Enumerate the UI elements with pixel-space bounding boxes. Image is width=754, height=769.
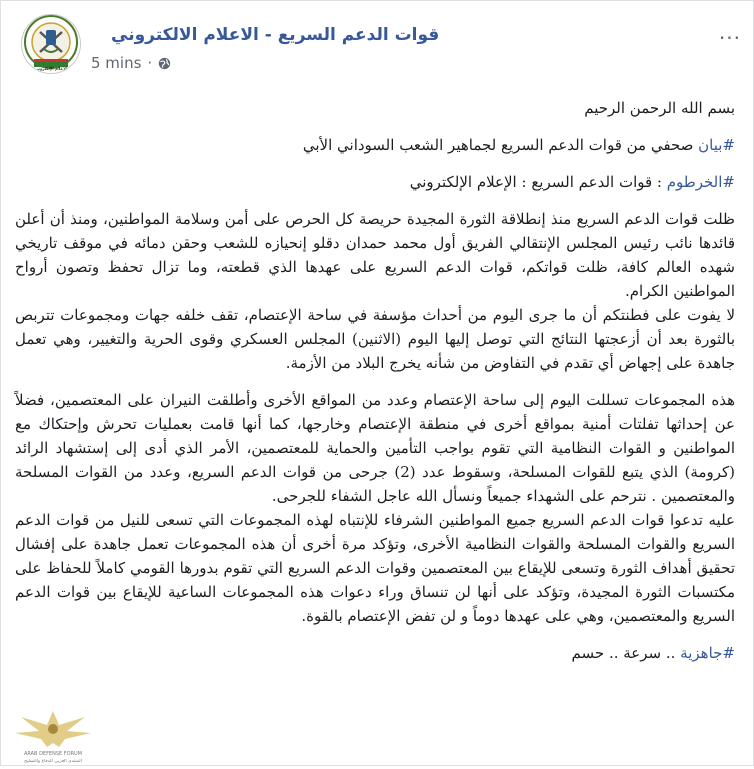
watermark-line1: ARAB DEFENSE FORUM [23,751,83,757]
meta-separator: · [147,54,153,72]
more-options-button[interactable]: ··· [718,26,741,50]
globe-icon[interactable] [158,57,171,70]
arab-defense-forum-watermark [7,705,99,765]
page-avatar[interactable] [21,14,81,74]
hashtag-jahziya[interactable]: #جاهزية [680,644,735,662]
basmala-line: بسم الله الرحمن الرحيم [584,99,735,117]
paragraph-4: عليه تدعوا قوات الدعم السريع جميع المواطنين الشرفاء للإنتباه لهذه المجموعات التي تسعى للنيل من قوات الدعم السريع والقوات المسلحة والقوات النظامية الأخرى، وتؤكد مرة أخرى أن هذه المجموعات تعمل جاهدة على إفشال تحقيق أهداف الثورة وتسعى للإيقاع بين المعتصمين وقوات الدعم السريع التي تقوم بدورها القومي كاملاً للحفاظ على مكتسبات الثورة المجيدة، وتؤكد على أنها لن تنساق وراء دعوات هذه المجموعات الساعية للإيقاع بين قوات الدعم السريع والمعتصمين، وهي على عهدها دوماً و لن تفض الإعتصام بالقوة. [15,511,735,625]
dateline [15,170,735,194]
closing-text: .. سرعة .. حسم [571,644,681,662]
paragraph-3: هذه المجموعات تسللت اليوم إلى ساحة الإعتصام وعدد من المواقع الأخرى وأطلقت النيران على المعتصمين، فضلاً عن إحداثها تفلتات أمنية بمواقع أخرى في منطقة الإعتصام وخارجها، كما أنها قامت بعمليات تحرش وإحتكاك مع المواطنين و القوات النظامية التي تقوم بواجب التأمين والحماية للمعتصمين، الأمر الذي أدى إلى إستشهاد الرائد (كرومة) الذي يتبع للقوات المسلحة، وسقوط عدد (2) جرحى من قوات الدعم السريع، وعدد من القوات المسلحة والمعتصمين . نترحم على الشهداء جميعاً ونسأل الله عاجل الشفاء للجرحى. [15,391,735,505]
post-body [15,96,735,678]
hashtag-khartoum[interactable]: #الخرطوم [666,173,735,191]
dateline-text: : قوات الدعم السريع : الإعلام الإلكتروني [409,173,667,191]
rsf-logo-icon [22,15,80,73]
statement-title-text: صحفي من قوات الدعم السريع لجماهير الشعب السوداني الأبي [302,136,699,154]
post-timestamp[interactable]: 5 mins [91,54,142,72]
hashtag-bayan[interactable]: #بيان [698,136,735,154]
statement-title [15,133,735,157]
paragraph-1: ظلت قوات الدعم السريع منذ إنطلاقة الثورة المجيدة حريصة كل الحرص على أمن وسلامة المواطنين، ومنذ أن أعلن قائدها نائب رئيس المجلس الإنتقالي الفريق أول محمد حمدان دقلو إنحيازه للشعب وحقن دمائه في موقف تاريخي شهده العالم كافة، ظلت قواتكم، قوات الدعم السريع على عهدها الذي قطعته، وما تزال تحفظ وتصون أرواح المواطنين الكرام. [15,210,735,300]
page-name-link[interactable]: قوات الدعم السريع - الاعلام الالكتروني [111,25,440,45]
avatar-caption: الإعلام الإلكتروني [34,67,68,72]
paragraph-2: لا يفوت على فطنتكم أن ما جرى اليوم من أحداث مؤسفة في ساحة الإعتصام، تقف خلفه جهات ومجموعات تتربص بالثورة بعد أن أزعجتها النتائج التي توصل إليها اليوم (الاثنين) المجلس العسكري وقوى الحرية والتغيير، وهي تعمل جاهدة على إجهاض أي تقدم في التفاوض من شأنه يخرج البلاد من الأزمة. [15,306,735,372]
post-meta [91,54,171,72]
post-header [21,14,741,74]
eagle-watermark-icon [7,705,99,765]
closing-line [15,641,735,665]
watermark-line2: المنتدى العربي للدفاع والتسليح [24,759,82,764]
